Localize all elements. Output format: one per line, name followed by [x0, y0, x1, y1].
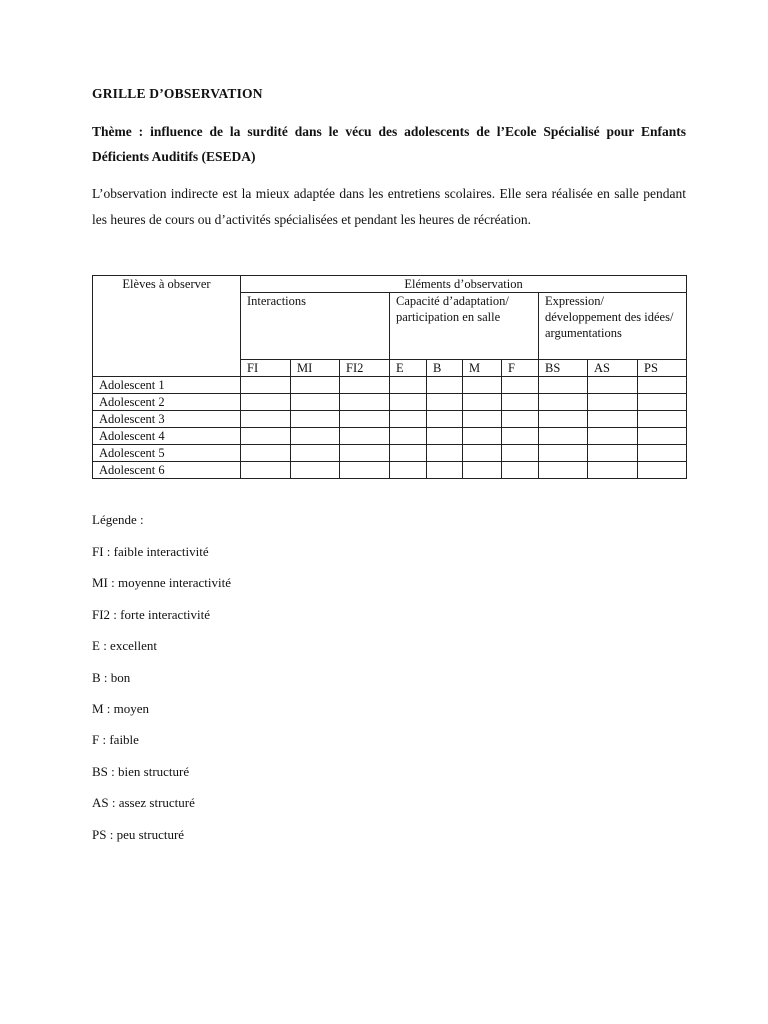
observation-cell [539, 411, 588, 428]
observation-cell [539, 394, 588, 411]
page-title: GRILLE D’OBSERVATION [92, 86, 263, 101]
legend-item: FI2 : forte interactivité [92, 606, 211, 622]
legend-item: FI : faible interactivité [92, 544, 209, 559]
observation-grid [92, 275, 687, 479]
legend-item: M : moyen [92, 701, 150, 716]
observation-cell [427, 462, 463, 479]
observation-cell [340, 445, 390, 462]
column-header: PS [638, 360, 687, 377]
observation-cell [539, 428, 588, 445]
group-header-interactions: Interactions [241, 293, 390, 360]
observation-cell [638, 411, 687, 428]
observation-cell [463, 445, 502, 462]
observation-cell [340, 411, 390, 428]
observation-cell [463, 394, 502, 411]
table-row [93, 428, 687, 445]
column-header: FI [241, 360, 291, 377]
table-row [93, 462, 687, 479]
table-body [93, 377, 687, 479]
legend-item: B : bon [92, 669, 131, 685]
observation-cell [427, 445, 463, 462]
observation-cell [241, 377, 291, 394]
observation-cell [241, 394, 291, 411]
observation-cell [502, 411, 539, 428]
group-header-expression: Expression/ développement des idées/ argumentations [539, 293, 687, 360]
observation-cell [502, 445, 539, 462]
group-header-adaptation: Capacité d’adaptation/ participation en salle [390, 293, 539, 360]
intro-paragraph: L’observation indirecte est la mieux adaptée dans les entretiens scolaires. Elle sera réalisée en salle pendant les heures de cours ou d’activités spécialisées et pendant les heures de récréation. [92, 186, 686, 227]
column-header: E [390, 360, 427, 377]
observation-cell [588, 411, 638, 428]
observation-cell [427, 377, 463, 394]
observation-cell [390, 445, 427, 462]
observation-cell [502, 394, 539, 411]
observation-cell [390, 462, 427, 479]
observation-cell [463, 428, 502, 445]
observation-cell [291, 428, 340, 445]
column-header: MI [291, 360, 340, 377]
observation-cell [638, 428, 687, 445]
row-label: Adolescent 3 [93, 411, 241, 428]
observation-cell [390, 428, 427, 445]
observation-cell [588, 445, 638, 462]
observation-cell [340, 462, 390, 479]
observation-cell [463, 377, 502, 394]
legend-item: PS : peu structuré [92, 826, 185, 842]
observation-cell [291, 394, 340, 411]
column-header: B [427, 360, 463, 377]
observation-cell [502, 377, 539, 394]
observation-cell [427, 428, 463, 445]
table-row [93, 394, 687, 411]
observation-cell [291, 377, 340, 394]
observation-cell [340, 377, 390, 394]
observation-cell [588, 377, 638, 394]
observation-cell [390, 377, 427, 394]
observation-cell [588, 428, 638, 445]
column-header: FI2 [340, 360, 390, 377]
observation-cell [539, 445, 588, 462]
column-header: M [463, 360, 502, 377]
observation-cell [291, 411, 340, 428]
observation-cell [340, 428, 390, 445]
row-label: Adolescent 5 [93, 445, 241, 462]
table-row [93, 445, 687, 462]
row-label: Adolescent 4 [93, 428, 241, 445]
table-header-row [93, 276, 687, 293]
observation-cell [427, 394, 463, 411]
observation-cell [638, 394, 687, 411]
legend-item: AS : assez structuré [92, 795, 195, 811]
observation-cell [390, 394, 427, 411]
observation-cell [638, 462, 687, 479]
legend-item: MI : moyenne interactivité [92, 575, 231, 591]
students-header: Elèves à observer [93, 276, 241, 377]
column-header: BS [539, 360, 588, 377]
observation-cell [340, 394, 390, 411]
legend-item: E : excellent [92, 638, 157, 654]
observation-cell [291, 445, 340, 462]
observation-cell [241, 445, 291, 462]
table-row [93, 411, 687, 428]
elements-header: Eléments d’observation [241, 276, 687, 293]
column-header: F [502, 360, 539, 377]
observation-cell [539, 462, 588, 479]
observation-cell [539, 377, 588, 394]
observation-cell [588, 394, 638, 411]
row-label: Adolescent 6 [93, 462, 241, 479]
observation-cell [502, 428, 539, 445]
column-header: AS [588, 360, 638, 377]
observation-cell [390, 411, 427, 428]
table-row [93, 377, 687, 394]
row-label: Adolescent 1 [93, 377, 241, 394]
observation-cell [588, 462, 638, 479]
row-label: Adolescent 2 [93, 394, 241, 411]
observation-cell [241, 411, 291, 428]
observation-cell [241, 462, 291, 479]
observation-cell [427, 411, 463, 428]
legend-item: F : faible [92, 732, 139, 748]
observation-cell [463, 462, 502, 479]
observation-cell [291, 462, 340, 479]
observation-cell [638, 445, 687, 462]
observation-cell [502, 462, 539, 479]
observation-cell [241, 428, 291, 445]
observation-cell [463, 411, 502, 428]
legend-title: Légende : [92, 512, 144, 527]
theme-paragraph: Thème : influence de la surdité dans le vécu des adolescents de l’Ecole Spécialisé pour Enfants Déficients Auditifs (ESEDA) [92, 124, 686, 164]
observation-cell [638, 377, 687, 394]
legend-item: BS : bien structuré [92, 763, 190, 779]
